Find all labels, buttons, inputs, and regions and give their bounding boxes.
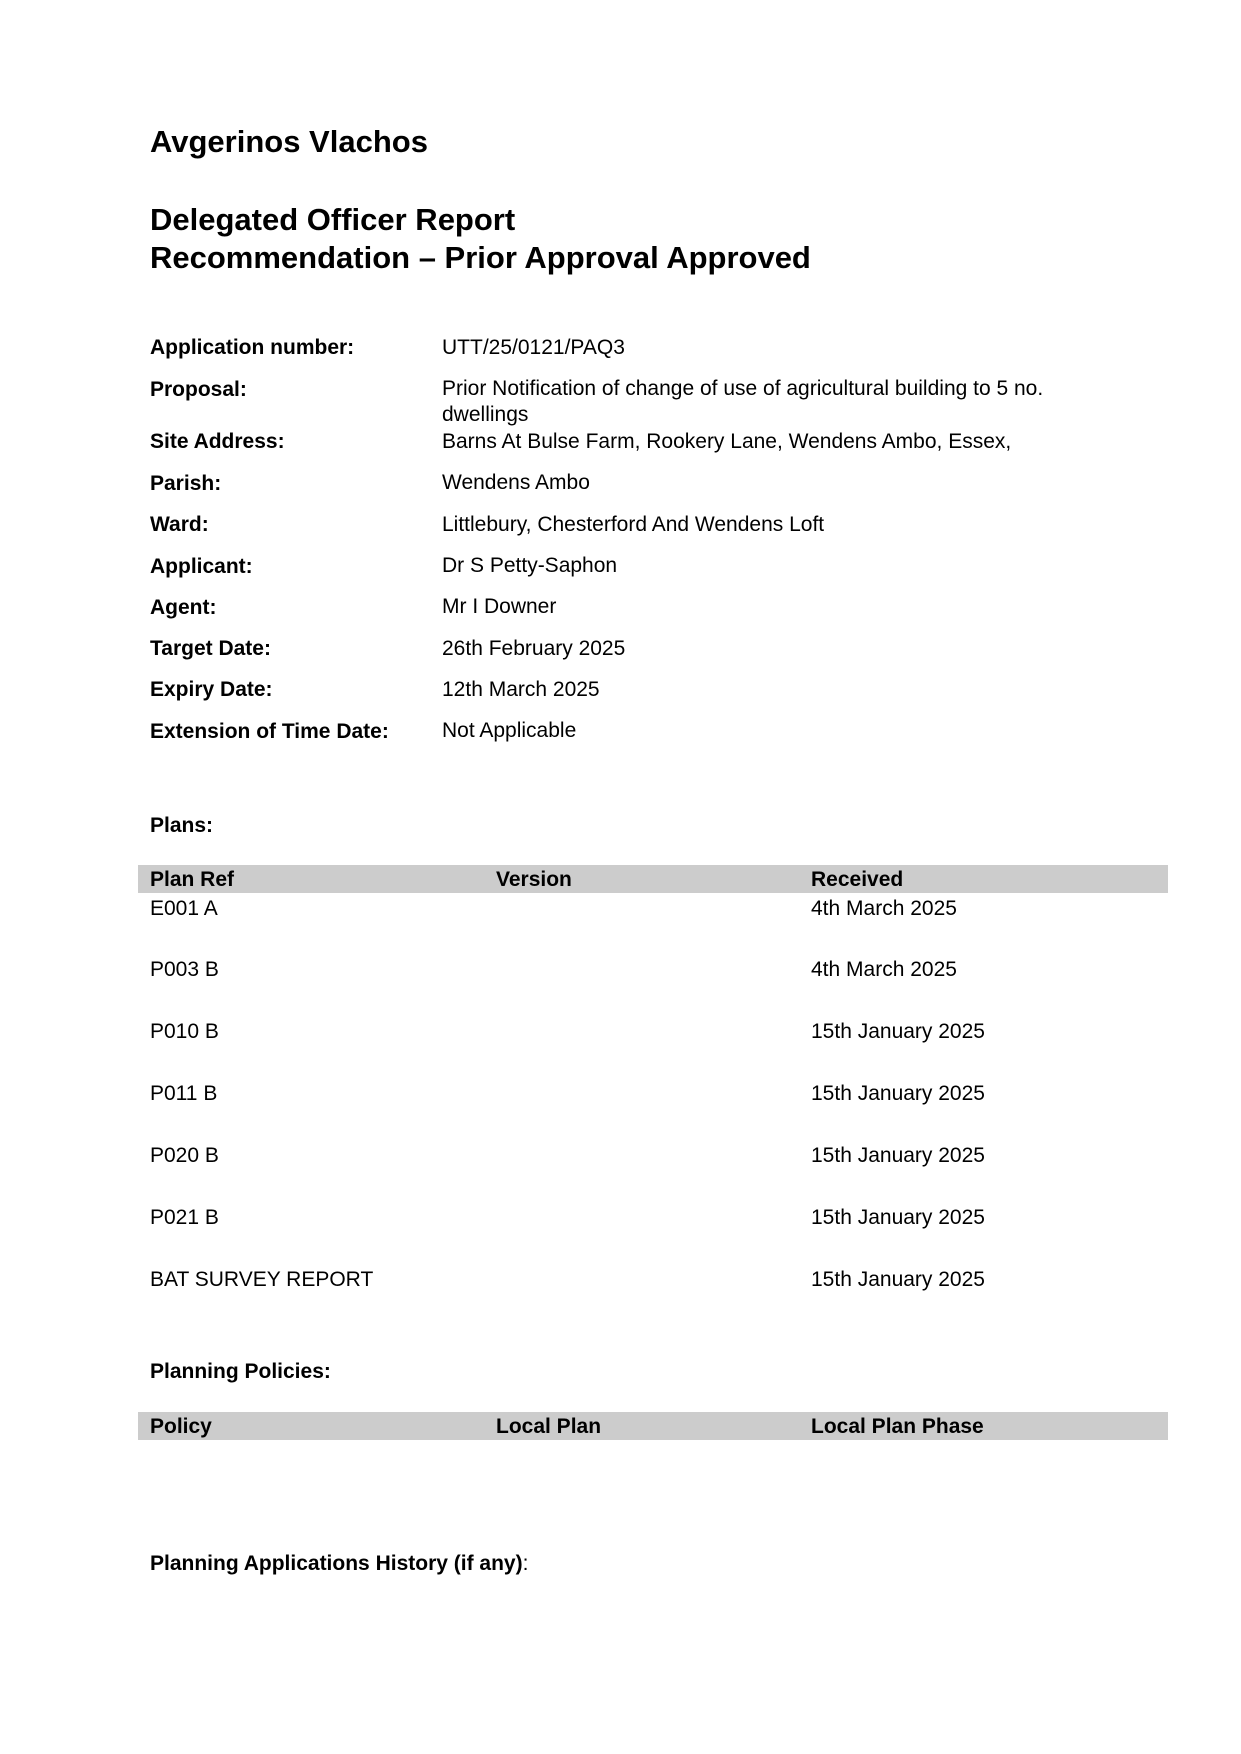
plan-received-cell: 4th March 2025 [811, 958, 957, 981]
field-value-expiry-date: 12th March 2025 [442, 678, 600, 701]
plan-received-cell: 15th January 2025 [811, 1268, 985, 1291]
field-value-ward: Littlebury, Chesterford And Wendens Loft [442, 513, 825, 536]
report-title: Delegated Officer Report [150, 202, 516, 237]
field-label-ward: Ward: [150, 513, 209, 536]
plan-ref-cell: P020 B [150, 1144, 219, 1167]
policies-col-local-plan: Local Plan [496, 1415, 602, 1438]
field-value-application-number: UTT/25/0121/PAQ3 [442, 336, 625, 359]
plan-ref-cell: BAT SURVEY REPORT [150, 1268, 374, 1291]
field-label-target-date: Target Date: [150, 637, 271, 660]
plans-col-received: Received [811, 868, 904, 891]
history-heading-suffix: : [522, 1552, 529, 1575]
plans-col-plan-ref: Plan Ref [150, 868, 235, 891]
field-value-parish: Wendens Ambo [442, 471, 590, 494]
policies-table-header [138, 1412, 1168, 1440]
report-author: Avgerinos Vlachos [150, 124, 428, 159]
plan-ref-cell: E001 A [150, 897, 218, 920]
policies-heading: Planning Policies: [150, 1360, 331, 1383]
field-label-site-address: Site Address: [150, 430, 285, 453]
plan-received-cell: 15th January 2025 [811, 1020, 985, 1043]
policies-col-local-plan-phase: Local Plan Phase [811, 1415, 984, 1438]
field-label-extension-date: Extension of Time Date: [150, 720, 389, 743]
plan-received-cell: 4th March 2025 [811, 897, 957, 920]
field-value-applicant: Dr S Petty-Saphon [442, 554, 618, 577]
plan-ref-cell: P021 B [150, 1206, 219, 1229]
plan-ref-cell: P003 B [150, 958, 219, 981]
field-value-target-date: 26th February 2025 [442, 637, 626, 660]
history-heading: Planning Applications History (if any) [150, 1552, 523, 1575]
field-label-applicant: Applicant: [150, 555, 253, 578]
field-label-expiry-date: Expiry Date: [150, 678, 273, 701]
field-value-extension-date: Not Applicable [442, 719, 577, 742]
field-label-proposal: Proposal: [150, 378, 247, 401]
plans-heading: Plans: [150, 814, 214, 837]
field-label-application-number: Application number: [150, 336, 355, 359]
plan-received-cell: 15th January 2025 [811, 1144, 985, 1167]
plan-ref-cell: P011 B [150, 1082, 218, 1105]
plans-col-version: Version [496, 868, 572, 891]
plan-ref-cell: P010 B [150, 1020, 219, 1043]
field-label-agent: Agent: [150, 596, 217, 619]
field-value-proposal: Prior Notification of change of use of agricultural building to 5 no. dwellings [442, 377, 1044, 426]
plan-received-cell: 15th January 2025 [811, 1206, 985, 1229]
plan-received-cell: 15th January 2025 [811, 1082, 985, 1105]
plans-table-header [138, 865, 1168, 893]
policies-col-policy: Policy [150, 1415, 212, 1438]
field-value-agent: Mr I Downer [442, 595, 557, 618]
report-recommendation: Recommendation – Prior Approval Approved [150, 240, 811, 275]
history-heading-line [150, 1552, 528, 1576]
field-label-parish: Parish: [150, 472, 222, 495]
field-value-site-address: Barns At Bulse Farm, Rookery Lane, Wendens Ambo, Essex, [442, 430, 1012, 453]
